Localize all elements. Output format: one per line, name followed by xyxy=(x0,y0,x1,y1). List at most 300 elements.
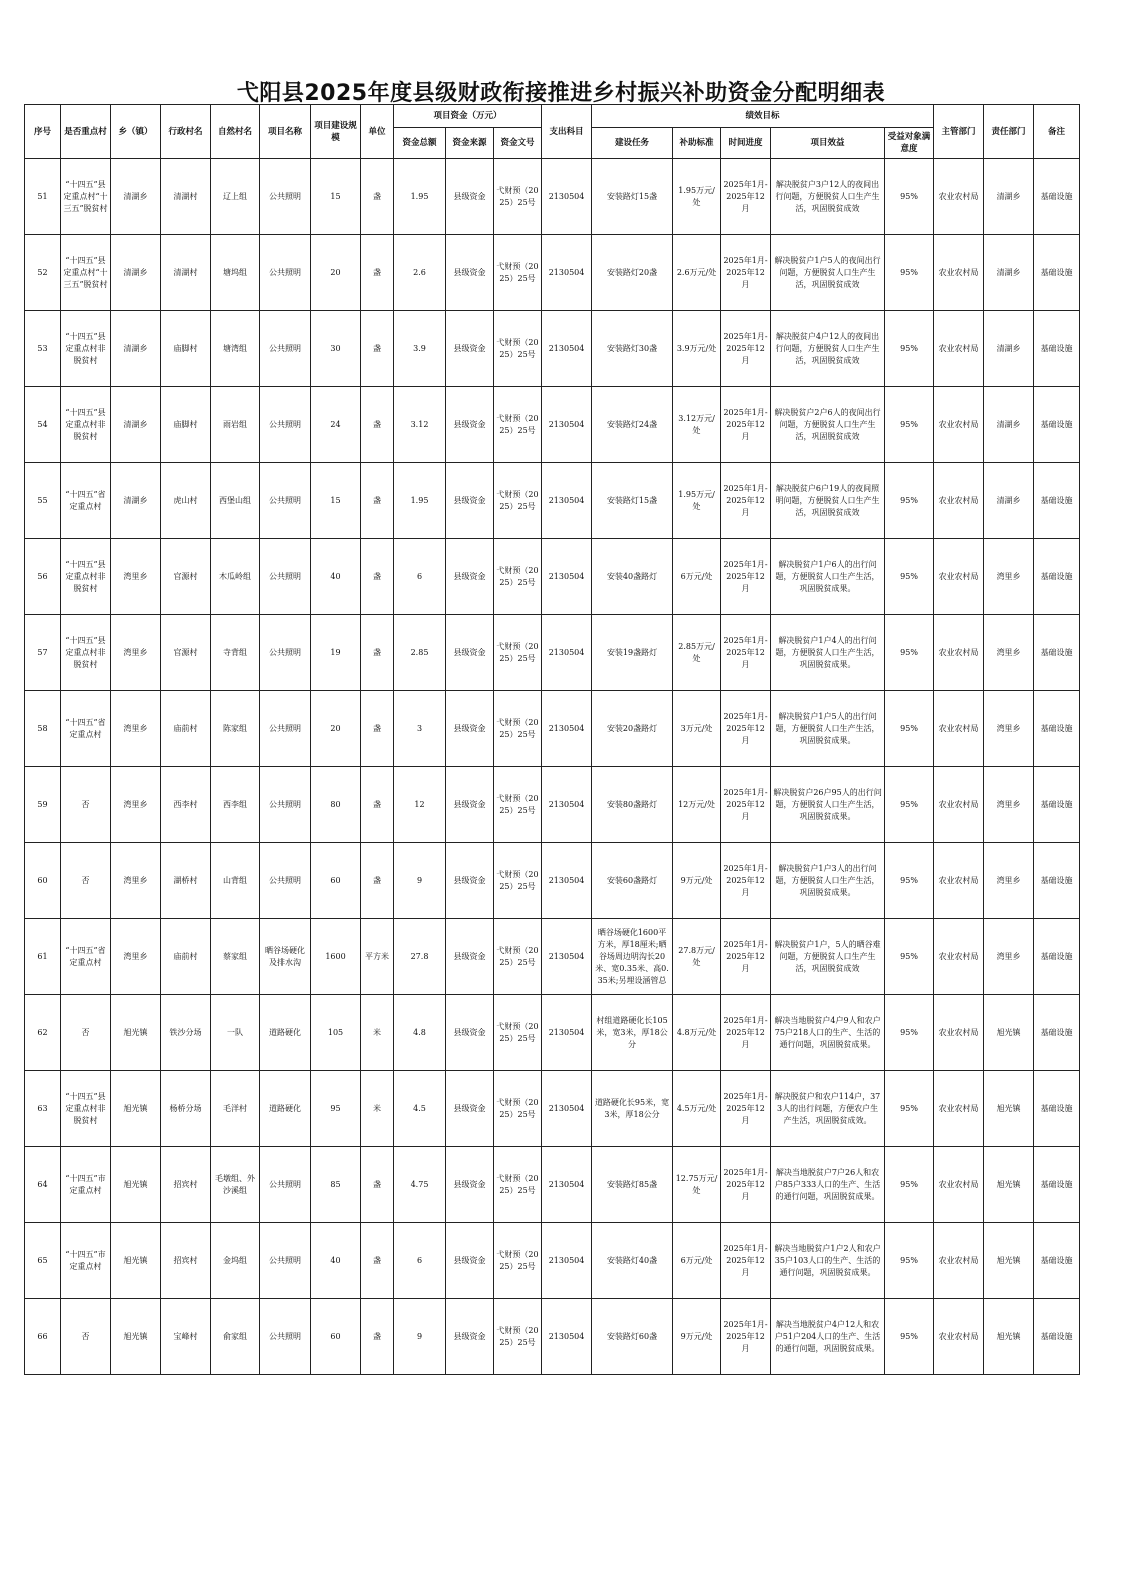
cell-benefit: 解决脱贫户1户，5人的晒谷难问题，方便脱贫人口生产生活，巩固脱贫成效 xyxy=(771,919,885,995)
cell-task: 安装40盏路灯 xyxy=(592,539,673,615)
cell-admin-village: 杨桥分场 xyxy=(161,1071,211,1147)
cell-scale: 15 xyxy=(311,159,361,235)
cell-natural-village: 毛墩组、外沙溪组 xyxy=(211,1147,260,1223)
cell-scale: 20 xyxy=(311,691,361,767)
cell-satisfaction: 95% xyxy=(885,235,934,311)
cell-satisfaction: 95% xyxy=(885,539,934,615)
cell-task: 道路硬化长95米，宽3米，厚18公分 xyxy=(592,1071,673,1147)
cell-key-village: “十四五”县定重点村“十三五”脱贫村 xyxy=(61,235,111,311)
cell-seq: 60 xyxy=(25,843,61,919)
cell-expense-item: 2130504 xyxy=(542,463,592,539)
cell-natural-village: 雨岩组 xyxy=(211,387,260,463)
table-row xyxy=(25,919,1080,995)
cell-resp: 清湖乡 xyxy=(984,387,1034,463)
cell-fund-total: 1.95 xyxy=(394,463,446,539)
table-row xyxy=(25,539,1080,615)
cell-unit: 盏 xyxy=(361,691,394,767)
cell-schedule: 2025年1月-2025年12月 xyxy=(721,311,771,387)
cell-fund-total: 4.8 xyxy=(394,995,446,1071)
cell-admin-village: 清湖村 xyxy=(161,159,211,235)
cell-resp: 湾里乡 xyxy=(984,539,1034,615)
cell-dept: 农业农村局 xyxy=(934,159,984,235)
cell-town: 湾里乡 xyxy=(111,539,161,615)
cell-natural-village: 一队 xyxy=(211,995,260,1071)
cell-fund-source: 县级资金 xyxy=(446,387,494,463)
cell-scale: 80 xyxy=(311,767,361,843)
cell-project-name: 公共照明 xyxy=(260,1147,311,1223)
cell-town: 湾里乡 xyxy=(111,615,161,691)
cell-fund-doc: 弋财预（2025）25号 xyxy=(494,1299,542,1375)
cell-remark: 基础设施 xyxy=(1034,691,1080,767)
header-dept: 主管部门 xyxy=(934,105,984,159)
cell-satisfaction: 95% xyxy=(885,615,934,691)
cell-expense-item: 2130504 xyxy=(542,311,592,387)
cell-fund-source: 县级资金 xyxy=(446,919,494,995)
cell-fund-source: 县级资金 xyxy=(446,1223,494,1299)
cell-remark: 基础设施 xyxy=(1034,995,1080,1071)
cell-fund-source: 县级资金 xyxy=(446,767,494,843)
header-subsidy: 补助标准 xyxy=(673,128,721,159)
cell-seq: 57 xyxy=(25,615,61,691)
cell-fund-total: 4.75 xyxy=(394,1147,446,1223)
cell-dept: 农业农村局 xyxy=(934,1299,984,1375)
header-funds-group: 项目资金（万元） xyxy=(394,105,542,128)
cell-key-village: “十四五”省定重点村 xyxy=(61,463,111,539)
cell-seq: 65 xyxy=(25,1223,61,1299)
cell-task: 安装路灯85盏 xyxy=(592,1147,673,1223)
cell-fund-total: 2.6 xyxy=(394,235,446,311)
header-unit: 单位 xyxy=(361,105,394,159)
cell-project-name: 公共照明 xyxy=(260,615,311,691)
cell-satisfaction: 95% xyxy=(885,919,934,995)
cell-subsidy: 27.8万元/处 xyxy=(673,919,721,995)
cell-project-name: 公共照明 xyxy=(260,843,311,919)
cell-unit: 平方米 xyxy=(361,919,394,995)
cell-satisfaction: 95% xyxy=(885,1147,934,1223)
cell-fund-total: 3.12 xyxy=(394,387,446,463)
cell-unit: 盏 xyxy=(361,843,394,919)
cell-resp: 湾里乡 xyxy=(984,691,1034,767)
cell-subsidy: 9万元/处 xyxy=(673,843,721,919)
header-resp: 责任部门 xyxy=(984,105,1034,159)
cell-key-village: “十四五”县定重点村非脱贫村 xyxy=(61,615,111,691)
table-row xyxy=(25,1071,1080,1147)
cell-satisfaction: 95% xyxy=(885,1223,934,1299)
cell-expense-item: 2130504 xyxy=(542,995,592,1071)
cell-admin-village: 庙前村 xyxy=(161,691,211,767)
cell-project-name: 公共照明 xyxy=(260,463,311,539)
cell-fund-doc: 弋财预（2025）25号 xyxy=(494,1071,542,1147)
cell-dept: 农业农村局 xyxy=(934,1223,984,1299)
cell-natural-village: 俞家组 xyxy=(211,1299,260,1375)
cell-resp: 湾里乡 xyxy=(984,919,1034,995)
cell-key-village: “十四五”市定重点村 xyxy=(61,1223,111,1299)
header-schedule: 时间进度 xyxy=(721,128,771,159)
cell-remark: 基础设施 xyxy=(1034,159,1080,235)
cell-remark: 基础设施 xyxy=(1034,1147,1080,1223)
cell-unit: 米 xyxy=(361,995,394,1071)
cell-seq: 61 xyxy=(25,919,61,995)
header-satisfaction: 受益对象满意度 xyxy=(885,128,934,159)
cell-task: 安装路灯40盏 xyxy=(592,1223,673,1299)
cell-expense-item: 2130504 xyxy=(542,615,592,691)
cell-project-name: 公共照明 xyxy=(260,235,311,311)
cell-dept: 农业农村局 xyxy=(934,1071,984,1147)
table-row xyxy=(25,235,1080,311)
table-row xyxy=(25,691,1080,767)
cell-resp: 旭光镇 xyxy=(984,1223,1034,1299)
cell-fund-total: 4.5 xyxy=(394,1071,446,1147)
page-title: 弋阳县2025年度县级财政衔接推进乡村振兴补助资金分配明细表 xyxy=(236,81,886,106)
cell-scale: 105 xyxy=(311,995,361,1071)
cell-satisfaction: 95% xyxy=(885,463,934,539)
cell-subsidy: 2.6万元/处 xyxy=(673,235,721,311)
header-scale: 项目建设规模 xyxy=(311,105,361,159)
cell-dept: 农业农村局 xyxy=(934,1147,984,1223)
table-row xyxy=(25,1299,1080,1375)
cell-task: 安装60盏路灯 xyxy=(592,843,673,919)
cell-resp: 清湖乡 xyxy=(984,311,1034,387)
cell-task: 村组道路硬化长105米，宽3米，厚18公分 xyxy=(592,995,673,1071)
cell-fund-source: 县级资金 xyxy=(446,1147,494,1223)
cell-benefit: 解决脱贫户1户5人的夜间出行问题，方便脱贫人口生产生活，巩固脱贫成效 xyxy=(771,235,885,311)
cell-fund-doc: 弋财预（2025）25号 xyxy=(494,159,542,235)
cell-fund-source: 县级资金 xyxy=(446,539,494,615)
cell-resp: 旭光镇 xyxy=(984,995,1034,1071)
cell-town: 湾里乡 xyxy=(111,691,161,767)
cell-key-village: “十四五”县定重点村非脱贫村 xyxy=(61,311,111,387)
cell-remark: 基础设施 xyxy=(1034,1071,1080,1147)
cell-town: 旭光镇 xyxy=(111,1223,161,1299)
cell-resp: 湾里乡 xyxy=(984,843,1034,919)
cell-remark: 基础设施 xyxy=(1034,1299,1080,1375)
cell-dept: 农业农村局 xyxy=(934,767,984,843)
cell-key-village: “十四五”省定重点村 xyxy=(61,691,111,767)
cell-seq: 51 xyxy=(25,159,61,235)
cell-benefit: 解决当地脱贫户4户12人和农户51户204人口的生产、生活的通行问题，巩固脱贫成果。 xyxy=(771,1299,885,1375)
cell-subsidy: 12万元/处 xyxy=(673,767,721,843)
cell-seq: 58 xyxy=(25,691,61,767)
header-fund-total: 资金总额 xyxy=(394,128,446,159)
cell-unit: 盏 xyxy=(361,463,394,539)
cell-key-village: “十四五”县定重点村非脱贫村 xyxy=(61,539,111,615)
cell-town: 旭光镇 xyxy=(111,1147,161,1223)
cell-dept: 农业农村局 xyxy=(934,311,984,387)
cell-seq: 55 xyxy=(25,463,61,539)
cell-subsidy: 6万元/处 xyxy=(673,1223,721,1299)
cell-benefit: 解决脱贫户2户6人的夜间出行问题，方便脱贫人口生产生活，巩固脱贫成效 xyxy=(771,387,885,463)
cell-satisfaction: 95% xyxy=(885,767,934,843)
cell-remark: 基础设施 xyxy=(1034,767,1080,843)
cell-expense-item: 2130504 xyxy=(542,843,592,919)
cell-fund-total: 1.95 xyxy=(394,159,446,235)
cell-unit: 盏 xyxy=(361,1223,394,1299)
cell-benefit: 解决脱贫户1户6人的出行问题，方便脱贫人口生产生活，巩固脱贫成果。 xyxy=(771,539,885,615)
cell-project-name: 公共照明 xyxy=(260,311,311,387)
cell-fund-total: 2.85 xyxy=(394,615,446,691)
header-benefit: 项目效益 xyxy=(771,128,885,159)
header-project-name: 项目名称 xyxy=(260,105,311,159)
cell-remark: 基础设施 xyxy=(1034,463,1080,539)
cell-natural-village: 西堡山组 xyxy=(211,463,260,539)
cell-admin-village: 庙前村 xyxy=(161,919,211,995)
cell-remark: 基础设施 xyxy=(1034,1223,1080,1299)
table-row xyxy=(25,311,1080,387)
cell-resp: 湾里乡 xyxy=(984,615,1034,691)
cell-unit: 盏 xyxy=(361,235,394,311)
cell-benefit: 解决脱贫户6户19人的夜间照明问题，方便脱贫人口生产生活，巩固脱贫成效 xyxy=(771,463,885,539)
cell-remark: 基础设施 xyxy=(1034,843,1080,919)
cell-remark: 基础设施 xyxy=(1034,311,1080,387)
cell-scale: 1600 xyxy=(311,919,361,995)
table-body xyxy=(25,159,1080,1375)
header-remark: 备注 xyxy=(1034,105,1080,159)
cell-subsidy: 1.95万元/处 xyxy=(673,463,721,539)
cell-fund-doc: 弋财预（2025）25号 xyxy=(494,539,542,615)
cell-fund-source: 县级资金 xyxy=(446,1071,494,1147)
cell-task: 安装路灯15盏 xyxy=(592,463,673,539)
cell-fund-doc: 弋财预（2025）25号 xyxy=(494,843,542,919)
cell-scale: 60 xyxy=(311,1299,361,1375)
cell-project-name: 公共照明 xyxy=(260,1223,311,1299)
cell-unit: 米 xyxy=(361,1071,394,1147)
cell-key-village: “十四五”县定重点村非脱贫村 xyxy=(61,1071,111,1147)
cell-resp: 旭光镇 xyxy=(984,1071,1034,1147)
cell-scale: 15 xyxy=(311,463,361,539)
cell-fund-source: 县级资金 xyxy=(446,843,494,919)
header-natural-village: 自然村名 xyxy=(211,105,260,159)
cell-admin-village: 西李村 xyxy=(161,767,211,843)
cell-satisfaction: 95% xyxy=(885,387,934,463)
cell-natural-village: 陈家组 xyxy=(211,691,260,767)
cell-schedule: 2025年1月-2025年12月 xyxy=(721,539,771,615)
cell-benefit: 解决当地脱贫户7户26人和农户85户333人口的生产、生活的通行问题，巩固脱贫成果。 xyxy=(771,1147,885,1223)
cell-natural-village: 塘湾组 xyxy=(211,311,260,387)
cell-seq: 62 xyxy=(25,995,61,1071)
cell-admin-village: 官源村 xyxy=(161,539,211,615)
cell-fund-total: 3.9 xyxy=(394,311,446,387)
cell-subsidy: 4.5万元/处 xyxy=(673,1071,721,1147)
cell-key-village: 否 xyxy=(61,1299,111,1375)
table-row xyxy=(25,995,1080,1071)
cell-schedule: 2025年1月-2025年12月 xyxy=(721,1071,771,1147)
cell-schedule: 2025年1月-2025年12月 xyxy=(721,1223,771,1299)
cell-unit: 盏 xyxy=(361,311,394,387)
cell-key-village: “十四五”省定重点村 xyxy=(61,919,111,995)
cell-dept: 农业农村局 xyxy=(934,615,984,691)
cell-fund-source: 县级资金 xyxy=(446,311,494,387)
cell-subsidy: 2.85万元/处 xyxy=(673,615,721,691)
header-fund-source: 资金来源 xyxy=(446,128,494,159)
cell-schedule: 2025年1月-2025年12月 xyxy=(721,615,771,691)
cell-task: 晒谷场硬化1600平方米，厚18厘米;晒谷场周边明沟长20米、宽0.35米、高0.35米;另埋设涵管总 xyxy=(592,919,673,995)
cell-project-name: 晒谷场硬化及排水沟 xyxy=(260,919,311,995)
cell-town: 清湖乡 xyxy=(111,235,161,311)
cell-scale: 60 xyxy=(311,843,361,919)
table-row xyxy=(25,1147,1080,1223)
cell-scale: 40 xyxy=(311,1223,361,1299)
cell-seq: 54 xyxy=(25,387,61,463)
cell-fund-doc: 弋财预（2025）25号 xyxy=(494,311,542,387)
header-seq: 序号 xyxy=(25,105,61,159)
cell-natural-village: 辽上组 xyxy=(211,159,260,235)
cell-scale: 30 xyxy=(311,311,361,387)
cell-subsidy: 3万元/处 xyxy=(673,691,721,767)
cell-fund-doc: 弋财预（2025）25号 xyxy=(494,995,542,1071)
cell-resp: 清湖乡 xyxy=(984,463,1034,539)
cell-dept: 农业农村局 xyxy=(934,387,984,463)
cell-expense-item: 2130504 xyxy=(542,387,592,463)
cell-fund-source: 县级资金 xyxy=(446,995,494,1071)
cell-project-name: 公共照明 xyxy=(260,691,311,767)
cell-admin-village: 庙脚村 xyxy=(161,311,211,387)
cell-natural-village: 寺背组 xyxy=(211,615,260,691)
cell-remark: 基础设施 xyxy=(1034,235,1080,311)
cell-dept: 农业农村局 xyxy=(934,235,984,311)
cell-admin-village: 虎山村 xyxy=(161,463,211,539)
header-perf-group: 绩效目标 xyxy=(592,105,934,128)
cell-dept: 农业农村局 xyxy=(934,463,984,539)
cell-seq: 66 xyxy=(25,1299,61,1375)
cell-admin-village: 招宾村 xyxy=(161,1147,211,1223)
cell-dept: 农业农村局 xyxy=(934,919,984,995)
cell-project-name: 公共照明 xyxy=(260,767,311,843)
cell-fund-doc: 弋财预（2025）25号 xyxy=(494,767,542,843)
cell-key-village: 否 xyxy=(61,767,111,843)
cell-satisfaction: 95% xyxy=(885,843,934,919)
cell-seq: 56 xyxy=(25,539,61,615)
cell-key-village: “十四五”县定重点村非脱贫村 xyxy=(61,387,111,463)
cell-fund-source: 县级资金 xyxy=(446,463,494,539)
cell-schedule: 2025年1月-2025年12月 xyxy=(721,159,771,235)
cell-fund-total: 27.8 xyxy=(394,919,446,995)
cell-natural-village: 西李组 xyxy=(211,767,260,843)
cell-town: 湾里乡 xyxy=(111,843,161,919)
cell-benefit: 解决当地脱贫户1户2人和农户35户103人口的生产、生活的通行问题，巩固脱贫成果。 xyxy=(771,1223,885,1299)
cell-key-village: 否 xyxy=(61,995,111,1071)
cell-fund-doc: 弋财预（2025）25号 xyxy=(494,463,542,539)
allocation-table xyxy=(24,104,1080,1375)
cell-natural-village: 金坞组 xyxy=(211,1223,260,1299)
cell-town: 旭光镇 xyxy=(111,995,161,1071)
cell-natural-village: 木瓜岭组 xyxy=(211,539,260,615)
cell-expense-item: 2130504 xyxy=(542,691,592,767)
cell-seq: 53 xyxy=(25,311,61,387)
cell-scale: 19 xyxy=(311,615,361,691)
cell-seq: 63 xyxy=(25,1071,61,1147)
cell-fund-source: 县级资金 xyxy=(446,615,494,691)
cell-remark: 基础设施 xyxy=(1034,387,1080,463)
cell-subsidy: 12.75万元/处 xyxy=(673,1147,721,1223)
cell-fund-doc: 弋财预（2025）25号 xyxy=(494,235,542,311)
cell-task: 安装80盏路灯 xyxy=(592,767,673,843)
header-admin-village: 行政村名 xyxy=(161,105,211,159)
cell-schedule: 2025年1月-2025年12月 xyxy=(721,1147,771,1223)
cell-scale: 85 xyxy=(311,1147,361,1223)
cell-fund-total: 6 xyxy=(394,1223,446,1299)
cell-satisfaction: 95% xyxy=(885,159,934,235)
cell-natural-village: 塘坞组 xyxy=(211,235,260,311)
cell-schedule: 2025年1月-2025年12月 xyxy=(721,843,771,919)
cell-expense-item: 2130504 xyxy=(542,919,592,995)
cell-town: 湾里乡 xyxy=(111,767,161,843)
cell-schedule: 2025年1月-2025年12月 xyxy=(721,1299,771,1375)
cell-fund-doc: 弋财预（2025）25号 xyxy=(494,691,542,767)
table-row xyxy=(25,615,1080,691)
cell-satisfaction: 95% xyxy=(885,1071,934,1147)
cell-seq: 52 xyxy=(25,235,61,311)
cell-benefit: 解决脱贫户和农户114户，373人的出行问题，方便农户生产生活，巩固脱贫成效。 xyxy=(771,1071,885,1147)
cell-unit: 盏 xyxy=(361,615,394,691)
cell-resp: 清湖乡 xyxy=(984,235,1034,311)
cell-fund-total: 3 xyxy=(394,691,446,767)
table-row xyxy=(25,463,1080,539)
cell-project-name: 公共照明 xyxy=(260,159,311,235)
cell-project-name: 公共照明 xyxy=(260,539,311,615)
cell-dept: 农业农村局 xyxy=(934,995,984,1071)
cell-fund-total: 9 xyxy=(394,843,446,919)
cell-scale: 20 xyxy=(311,235,361,311)
cell-dept: 农业农村局 xyxy=(934,843,984,919)
cell-project-name: 道路硬化 xyxy=(260,995,311,1071)
cell-task: 安装路灯30盏 xyxy=(592,311,673,387)
cell-unit: 盏 xyxy=(361,1147,394,1223)
cell-admin-village: 铁沙分场 xyxy=(161,995,211,1071)
cell-subsidy: 1.95万元/处 xyxy=(673,159,721,235)
cell-benefit: 解决脱贫户26户95人的出行问题，方便脱贫人口生产生活，巩固脱贫成果。 xyxy=(771,767,885,843)
cell-town: 清湖乡 xyxy=(111,159,161,235)
cell-resp: 旭光镇 xyxy=(984,1147,1034,1223)
header-expense-item: 支出科目 xyxy=(542,105,592,159)
cell-admin-village: 招宾村 xyxy=(161,1223,211,1299)
cell-admin-village: 庙脚村 xyxy=(161,387,211,463)
cell-resp: 旭光镇 xyxy=(984,1299,1034,1375)
cell-fund-total: 6 xyxy=(394,539,446,615)
cell-town: 旭光镇 xyxy=(111,1071,161,1147)
cell-subsidy: 4.8万元/处 xyxy=(673,995,721,1071)
cell-fund-total: 12 xyxy=(394,767,446,843)
cell-subsidy: 9万元/处 xyxy=(673,1299,721,1375)
header-fund-doc: 资金文号 xyxy=(494,128,542,159)
cell-expense-item: 2130504 xyxy=(542,159,592,235)
cell-subsidy: 6万元/处 xyxy=(673,539,721,615)
cell-schedule: 2025年1月-2025年12月 xyxy=(721,995,771,1071)
header-key-village: 是否重点村 xyxy=(61,105,111,159)
cell-fund-total: 9 xyxy=(394,1299,446,1375)
cell-benefit: 解决脱贫户4户12人的夜间出行问题，方便脱贫人口生产生活，巩固脱贫成效 xyxy=(771,311,885,387)
cell-unit: 盏 xyxy=(361,539,394,615)
cell-schedule: 2025年1月-2025年12月 xyxy=(721,463,771,539)
cell-scale: 95 xyxy=(311,1071,361,1147)
cell-benefit: 解决脱贫户1户3人的出行问题，方便脱贫人口生产生活，巩固脱贫成果。 xyxy=(771,843,885,919)
cell-resp: 湾里乡 xyxy=(984,767,1034,843)
cell-project-name: 道路硬化 xyxy=(260,1071,311,1147)
cell-seq: 59 xyxy=(25,767,61,843)
cell-expense-item: 2130504 xyxy=(542,767,592,843)
cell-schedule: 2025年1月-2025年12月 xyxy=(721,691,771,767)
cell-benefit: 解决脱贫户3户12人的夜间出行问题，方便脱贫人口生产生活，巩固脱贫成效 xyxy=(771,159,885,235)
cell-admin-village: 官源村 xyxy=(161,615,211,691)
table-row xyxy=(25,1223,1080,1299)
cell-admin-village: 清湖村 xyxy=(161,235,211,311)
cell-town: 旭光镇 xyxy=(111,1299,161,1375)
cell-key-village: 否 xyxy=(61,843,111,919)
cell-remark: 基础设施 xyxy=(1034,919,1080,995)
cell-expense-item: 2130504 xyxy=(542,1299,592,1375)
cell-subsidy: 3.12万元/处 xyxy=(673,387,721,463)
cell-expense-item: 2130504 xyxy=(542,539,592,615)
cell-town: 清湖乡 xyxy=(111,311,161,387)
